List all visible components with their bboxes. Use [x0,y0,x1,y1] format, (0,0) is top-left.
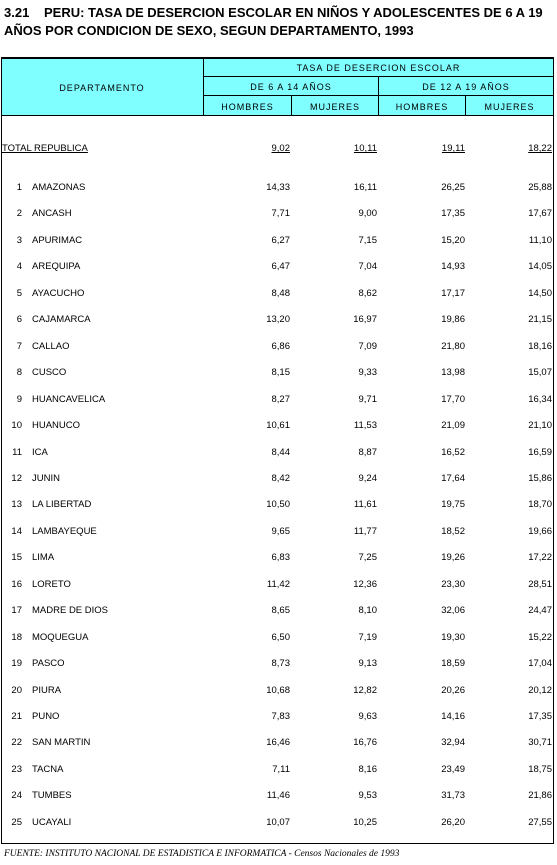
value-6-14-hombres: 16,46 [266,737,290,748]
row-number: 18 [11,632,22,643]
total-label: TOTAL REPUBLICA [2,143,88,154]
table-row [2,498,553,512]
value-6-14-hombres: 9,65 [271,526,290,537]
value-12-19-mujeres: 30,71 [528,737,552,748]
value-12-19-mujeres: 18,16 [528,341,552,352]
value-6-14-hombres: 10,68 [266,685,290,696]
value-6-14-hombres: 7,83 [271,711,290,722]
value-6-14-mujeres: 7,25 [358,552,377,563]
department-name: PASCO [32,658,65,669]
value-12-19-hombres: 26,20 [441,817,465,828]
value-12-19-mujeres: 21,10 [528,420,552,431]
value-6-14-mujeres: 7,04 [358,261,377,272]
value-12-19-hombres: 18,59 [441,658,465,669]
total-value: 18,22 [528,143,552,154]
value-12-19-hombres: 17,35 [441,208,465,219]
value-6-14-hombres: 11,42 [266,579,290,590]
title-line-1: PERU: TASA DE DESERCION ESCOLAR EN NIÑOS Y ADOLESCENTES DE 6 A 19 [44,5,543,20]
value-12-19-mujeres: 17,22 [528,552,552,563]
value-12-19-mujeres: 17,35 [528,711,552,722]
row-number: 1 [16,182,22,193]
table-row [2,631,553,645]
value-12-19-mujeres: 21,15 [528,314,552,325]
value-6-14-hombres: 7,71 [271,208,290,219]
value-12-19-hombres: 31,73 [441,790,465,801]
value-6-14-mujeres: 12,36 [353,579,377,590]
value-12-19-mujeres: 17,04 [528,658,552,669]
department-name: LIMA [32,552,55,563]
value-6-14-mujeres: 12,82 [353,685,377,696]
value-6-14-hombres: 8,15 [271,367,290,378]
row-number: 21 [11,711,22,722]
value-12-19-mujeres: 19,66 [528,526,552,537]
table-row [2,604,553,618]
value-6-14-hombres: 6,50 [271,632,290,643]
header-mujeres-1: MUJERES [309,102,360,112]
value-12-19-hombres: 14,16 [441,711,465,722]
total-value: 10,11 [353,143,377,154]
row-number: 24 [11,790,22,801]
value-12-19-mujeres: 28,51 [528,579,552,590]
row-number: 25 [11,817,22,828]
header-tasa: TASA DE DESERCION ESCOLAR [296,63,461,73]
value-6-14-hombres: 8,48 [271,288,290,299]
row-number: 19 [11,658,22,669]
value-12-19-hombres: 18,52 [441,526,465,537]
value-12-19-mujeres: 11,10 [528,235,552,246]
department-name: AREQUIPA [32,261,81,272]
value-6-14-hombres: 10,07 [266,817,290,828]
row-number: 6 [16,314,22,325]
value-12-19-mujeres: 14,50 [528,288,552,299]
value-12-19-mujeres: 15,22 [528,632,552,643]
table-row [2,366,553,380]
table-row [2,710,553,724]
value-6-14-mujeres: 11,61 [353,499,377,510]
row-number: 14 [11,526,22,537]
value-12-19-hombres: 19,30 [441,632,465,643]
value-6-14-mujeres: 11,53 [353,420,377,431]
row-number: 7 [16,341,22,352]
row-number: 8 [16,367,22,378]
value-6-14-mujeres: 7,19 [358,632,377,643]
value-6-14-mujeres: 7,09 [358,341,377,352]
department-name: TUMBES [32,790,72,801]
row-number: 2 [16,208,22,219]
value-6-14-hombres: 14,33 [266,182,290,193]
total-value: 9,02 [271,143,290,154]
value-6-14-hombres: 6,86 [271,341,290,352]
row-number: 9 [16,394,22,405]
source-note: FUENTE: INSTITUTO NACIONAL DE ESTADISTICA E INFORMATICA - Censos Nacionales de 1993 [4,849,400,859]
table-row [2,578,553,592]
value-12-19-hombres: 26,25 [441,182,465,193]
value-12-19-hombres: 21,09 [441,420,465,431]
value-6-14-mujeres: 9,00 [358,208,377,219]
table-row [2,657,553,671]
value-6-14-mujeres: 7,15 [358,235,377,246]
table-number: 3.21 [4,5,30,20]
value-6-14-mujeres: 9,13 [358,658,377,669]
value-6-14-mujeres: 16,97 [353,314,377,325]
department-name: CUSCO [32,367,67,378]
value-6-14-hombres: 6,47 [271,261,290,272]
department-name: LAMBAYEQUE [32,526,97,537]
value-6-14-mujeres: 8,62 [358,288,377,299]
department-name: CAJAMARCA [32,314,91,325]
department-name: TACNA [32,764,64,775]
value-6-14-mujeres: 9,71 [358,394,377,405]
table-row [2,287,553,301]
value-6-14-hombres: 8,73 [271,658,290,669]
table-row [2,684,553,698]
table-row [2,736,553,750]
value-12-19-hombres: 32,94 [441,737,465,748]
value-12-19-mujeres: 20,12 [528,685,552,696]
value-6-14-mujeres: 9,63 [358,711,377,722]
row-number: 23 [11,764,22,775]
department-name: AMAZONAS [32,182,86,193]
row-number: 10 [11,420,22,431]
department-name: HUANUCO [32,420,81,431]
row-number: 11 [12,447,22,458]
table-title [4,4,554,40]
department-name: HUANCAVELICA [32,394,106,405]
value-6-14-hombres: 8,65 [271,605,290,616]
header-mujeres-2: MUJERES [484,102,535,112]
department-name: SAN MARTIN [32,737,91,748]
value-12-19-mujeres: 17,67 [528,208,552,219]
value-6-14-mujeres: 8,87 [358,447,377,458]
value-12-19-hombres: 23,30 [441,579,465,590]
value-6-14-hombres: 8,44 [271,447,290,458]
table-row [2,789,553,803]
value-12-19-hombres: 21,80 [441,341,465,352]
row-number: 16 [11,579,22,590]
total-row [2,142,553,156]
department-name: AYACUCHO [32,288,85,299]
value-12-19-hombres: 16,52 [441,447,465,458]
value-12-19-mujeres: 18,70 [528,499,552,510]
department-name: LA LIBERTAD [32,499,92,510]
value-12-19-mujeres: 21,86 [528,790,552,801]
table-row [2,234,553,248]
value-12-19-mujeres: 15,07 [528,367,552,378]
value-12-19-hombres: 17,64 [441,473,465,484]
value-12-19-hombres: 23,49 [441,764,465,775]
value-12-19-hombres: 14,93 [441,261,465,272]
value-12-19-hombres: 13,98 [441,367,465,378]
row-number: 13 [11,499,22,510]
header-hombres-1: HOMBRES [221,102,274,112]
table-row [2,472,553,486]
value-6-14-mujeres: 8,10 [358,605,377,616]
value-6-14-mujeres: 9,24 [358,473,377,484]
table-row [2,393,553,407]
value-6-14-hombres: 11,46 [266,790,290,801]
header-departamento: DEPARTAMENTO [59,83,145,93]
value-6-14-mujeres: 11,77 [353,526,377,537]
value-12-19-hombres: 32,06 [441,605,465,616]
table-row [2,763,553,777]
value-12-19-mujeres: 16,59 [528,447,552,458]
value-12-19-hombres: 15,20 [441,235,465,246]
value-12-19-mujeres: 16,34 [528,394,552,405]
value-12-19-mujeres: 18,75 [528,764,552,775]
department-name: PUNO [32,711,60,722]
value-6-14-mujeres: 10,25 [353,817,377,828]
table-row [2,551,553,565]
value-6-14-hombres: 7,11 [272,764,290,775]
value-12-19-hombres: 17,17 [441,288,465,299]
department-name: ICA [32,447,48,458]
department-name: ANCASH [32,208,72,219]
table-row [2,816,553,830]
value-12-19-mujeres: 14,05 [528,261,552,272]
table-row [2,181,553,195]
value-12-19-mujeres: 27,55 [528,817,552,828]
value-6-14-hombres: 6,83 [271,552,290,563]
value-6-14-hombres: 8,42 [271,473,290,484]
value-12-19-hombres: 19,86 [441,314,465,325]
table-row [2,207,553,221]
row-number: 15 [11,552,22,563]
row-number: 3 [16,235,22,246]
row-number: 17 [11,605,22,616]
row-number: 22 [11,737,22,748]
value-6-14-hombres: 8,27 [271,394,290,405]
table-row [2,525,553,539]
title-line-2: AÑOS POR CONDICION DE SEXO, SEGUN DEPARTAMENTO, 1993 [4,23,414,38]
department-name: MOQUEGUA [32,632,89,643]
value-12-19-hombres: 20,26 [441,685,465,696]
table-row [2,419,553,433]
department-name: JUNIN [32,473,60,484]
value-6-14-mujeres: 9,33 [358,367,377,378]
value-12-19-hombres: 19,26 [441,552,465,563]
value-12-19-hombres: 17,70 [441,394,465,405]
department-name: PIURA [32,685,62,696]
value-12-19-mujeres: 15,86 [528,473,552,484]
table-row [2,340,553,354]
value-6-14-hombres: 6,27 [271,235,290,246]
department-name: LORETO [32,579,71,590]
row-number: 5 [16,288,22,299]
row-number: 12 [11,473,22,484]
header-hombres-2: HOMBRES [395,102,449,112]
department-name: CALLAO [32,341,70,352]
value-6-14-mujeres: 16,76 [353,737,377,748]
value-6-14-hombres: 10,61 [266,420,290,431]
table-row [2,260,553,274]
value-12-19-hombres: 19,75 [441,499,465,510]
row-number: 4 [16,261,22,272]
value-12-19-mujeres: 25,88 [528,182,552,193]
header-group-6-14: DE 6 A 14 AÑOS [250,82,332,92]
value-12-19-mujeres: 24,47 [528,605,552,616]
department-name: APURIMAC [32,235,83,246]
value-6-14-mujeres: 8,16 [358,764,377,775]
value-6-14-hombres: 10,50 [266,499,290,510]
value-6-14-mujeres: 16,11 [353,182,377,193]
value-6-14-hombres: 13,20 [266,314,290,325]
value-6-14-mujeres: 9,53 [358,790,377,801]
row-number: 20 [11,685,22,696]
total-value: 19,11 [441,143,465,154]
department-name: UCAYALI [32,817,72,828]
department-name: MADRE DE DIOS [32,605,109,616]
header-group-12-19: DE 12 A 19 AÑOS [422,82,510,92]
table-row [2,313,553,327]
table-row [2,446,553,460]
